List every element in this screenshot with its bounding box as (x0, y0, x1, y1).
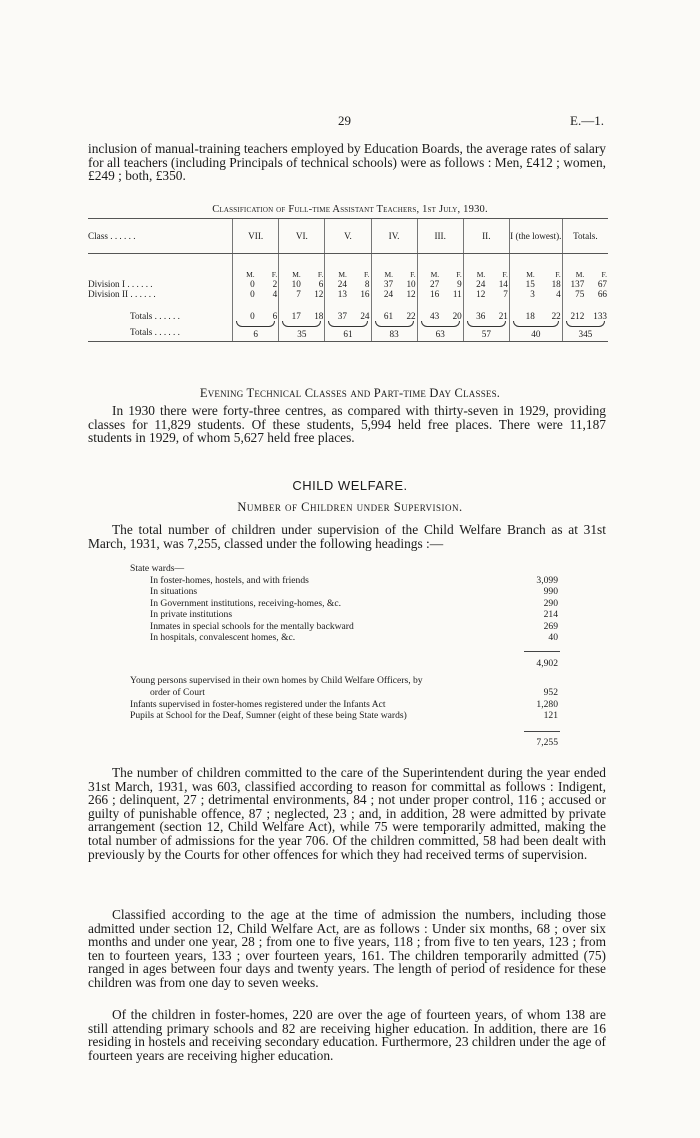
intro-paragraph: inclusion of manual-training teachers employed by Education Boards, the average rates of salary for all teachers (including Principals of technical schools) were as follows : Men, £412 ; women, £249 ; both, £350. (88, 141, 607, 184)
f-label: F. (410, 270, 416, 279)
table-cell: 16 (360, 289, 370, 299)
table-cell: 12 (463, 289, 486, 299)
page-reference: E.—1. (570, 113, 604, 128)
table-cell: 10 (279, 279, 302, 289)
table-cell: 20 (452, 311, 462, 321)
table-cell: 37 (371, 279, 394, 289)
list-item-value: 952 (543, 687, 558, 698)
table-cell: 8 (364, 279, 370, 289)
list-item-value: 214 (543, 609, 558, 620)
table-cell: 7 (503, 289, 508, 299)
list-item-label-continued: order of Court (150, 687, 205, 698)
grand-total-cell: 61 (325, 327, 371, 342)
m-label: M. (509, 254, 535, 280)
page-number: 29 (338, 113, 351, 128)
table-caption: Classification of Full-time Assistant Teachers, 1st July, 1930. (212, 204, 488, 215)
table-cell: 14 (498, 279, 508, 289)
f-label: F. (271, 270, 278, 279)
m-label: M. (233, 254, 256, 280)
table-cell: 0 (233, 279, 256, 289)
table-row-division-1: Division I . . . . . . 0 2 10 6 24 8 37 10 27 9 24 14 15 18 137 67 (88, 279, 607, 289)
table-cell: 17 (279, 299, 302, 321)
list-item-value: 40 (548, 632, 558, 643)
table-cell: 15 (509, 279, 535, 289)
table-cell: 75 (562, 289, 585, 299)
subtotal-rule (524, 651, 560, 652)
table-row-grand-totals: Totals . . . . . . 6 35 61 83 63 57 40 345 (88, 327, 608, 342)
list-item-label: In Government institutions, receiving-homes, &c. (150, 598, 342, 609)
table-cell: 24 (325, 279, 348, 289)
table-cell: 61 (371, 299, 394, 321)
grand-total-cell: 40 (509, 327, 562, 342)
table-row-division-2: Division II . . . . . . 0 4 7 12 13 16 24 12 16 11 12 7 3 4 75 66 (88, 289, 607, 299)
list-item-value: 3,099 (536, 575, 558, 586)
table-cell: 24 (360, 311, 370, 321)
column-header: VI. (279, 219, 325, 254)
table-cell: 7 (279, 289, 302, 299)
age-classification-paragraph: Classified according to the age at the time of admission the numbers, including those admitted under section 12, Child Welfare Act, are as follows : Under six months, 68 ; over six months and under one year, 28 ; from one to five years, 118 ; from five to ten years, 123 ; from ten to fourteen years, 133 ; over fourteen years, 161. The children temporarily admitted (75) ranged in ages between four days and twenty years. The length of period of residence for these children was from one day to seven weeks. (88, 907, 606, 990)
list-item-label: Inmates in special schools for the mentally backward (150, 621, 354, 632)
grand-total-cell: 35 (279, 327, 325, 342)
list-item-label: In foster-homes, hostels, and with friends (150, 575, 309, 586)
evening-classes-title: Evening Technical Classes and Part-time Day Classes. (199, 386, 501, 400)
table-cell: 36 (463, 299, 486, 321)
m-label: M. (562, 254, 585, 280)
grand-total-cell: 6 (233, 327, 279, 342)
list-item-label: Young persons supervised in their own homes by Child Welfare Officers, by (130, 675, 423, 686)
child-welfare-title: CHILD WELFARE. (292, 478, 408, 493)
foster-homes-paragraph: Of the children in foster-homes, 220 are over the age of fourteen years, of whom 138 are still attending primary schools and 82 are receiving higher education. In addition, there are 16 residing in hostels and receiving secondary education. Furthermore, 23 children under the age of fourteen years are receiving higher education. (88, 1007, 606, 1063)
list-item-label: Pupils at School for the Deaf, Sumner (eight of these being State wards) (130, 710, 407, 721)
table-cell: 66 (597, 289, 607, 299)
column-header: IV. (371, 219, 417, 254)
table-cell: 37 (325, 299, 348, 321)
table-cell: 137 (562, 279, 585, 289)
f-label: F. (555, 270, 561, 279)
class-header: Class . . . . . . (88, 219, 233, 254)
column-header: II. (463, 219, 509, 254)
table-cell: 24 (463, 279, 486, 289)
table-cell: 3 (509, 289, 535, 299)
list-item-value: 121 (543, 710, 558, 721)
list-item-value: 990 (543, 586, 558, 597)
grand-total-cell: 63 (417, 327, 463, 342)
evening-classes-paragraph: In 1930 there were forty-three centres, as compared with thirty-seven in 1929, providing classes for 11,829 students. Of these students, 5,994 held free places. There were 11,187 students in 1929, of whom 5,627 held free places. (88, 403, 606, 446)
table-cell: 43 (417, 299, 440, 321)
row-label: Totals (130, 327, 153, 337)
table-row-totals: Totals . . . . . . 0 6 17 18 37 24 61 22 43 20 36 21 18 22 212 133 (88, 299, 608, 321)
table-cell: 11 (452, 289, 462, 299)
f-label: F. (502, 270, 508, 279)
table-cell: 67 (597, 279, 607, 289)
table-cell: 18 (509, 299, 535, 321)
grand-total-cell: 83 (371, 327, 417, 342)
grand-total-cell: 57 (463, 327, 509, 342)
m-label: M. (463, 254, 486, 280)
f-label: F. (601, 270, 607, 279)
f-label: F. (317, 270, 324, 279)
column-header: Totals. (562, 219, 608, 254)
table-cell: 0 (233, 289, 256, 299)
total-value: 7,255 (536, 737, 558, 748)
total-rule (524, 731, 560, 732)
child-welfare-intro: The total number of children under supervision of the Child Welfare Branch as at 31st March, 1931, was 7,255, classed under the following headings :— (88, 522, 606, 551)
list-item-label: In private institutions (150, 609, 233, 620)
table-cell: 21 (498, 311, 508, 321)
list-item-label: In situations (150, 586, 198, 597)
table-cell: 9 (457, 279, 462, 289)
m-label: M. (325, 254, 348, 280)
row-label: Division II (88, 289, 129, 299)
table-cell: 212 (562, 299, 585, 321)
table-cell: 4 (556, 289, 561, 299)
table-cell: 24 (371, 289, 394, 299)
table-cell: 18 (314, 311, 324, 321)
table-cell: 13 (325, 289, 348, 299)
list-item-value: 1,280 (536, 699, 558, 710)
list-item-value: 290 (543, 598, 558, 609)
row-label: Totals (130, 311, 153, 321)
list-heading: State wards— (130, 563, 185, 574)
list-item-value: 269 (543, 621, 558, 632)
table-cell: 6 (318, 279, 324, 289)
table-cell: 4 (272, 289, 278, 299)
m-label: M. (417, 254, 440, 280)
table-cell: 18 (551, 279, 561, 289)
table-cell: 6 (272, 311, 278, 321)
grand-total-cell: 345 (562, 327, 608, 342)
committals-paragraph: The number of children committed to the care of the Superintendent during the year ended 31st March, 1931, was 603, classified according to reason for committal as follows : Indigent, 266 ; delinquent, 27 ; detrimental environments, 84 ; not under proper control, 116 ; accused or guilty of punishable offence, 87 ; neglected, 23 ; and, in addition, 28 were admitted by private arrangement (section 12, Child Welfare Act), while 75 were temporarily admitted, making the total number of admissions for the year 706. Of the children committed, 58 had been dealt with previously by the Courts for other offences for which they had received terms of supervision. (88, 765, 606, 862)
list-item-label: Infants supervised in foster-homes registered under the Infants Act (130, 699, 386, 710)
row-label: Division I (88, 279, 126, 289)
table-cell: 12 (406, 289, 416, 299)
f-label: F. (456, 270, 462, 279)
table-cell: 0 (233, 299, 256, 321)
column-header: VII. (233, 219, 279, 254)
table-cell: 22 (551, 311, 561, 321)
table-cell: 10 (406, 279, 416, 289)
table-cell: 22 (406, 311, 416, 321)
subtotal-value: 4,902 (536, 658, 558, 669)
table-cell: 2 (272, 279, 278, 289)
table-cell: 16 (417, 289, 440, 299)
m-label: M. (371, 254, 394, 280)
table-cell: 133 (593, 311, 607, 321)
f-label: F. (364, 270, 370, 279)
column-header: V. (325, 219, 371, 254)
m-label: M. (279, 254, 302, 280)
child-welfare-subtitle: Number of Children under Supervision. (237, 500, 463, 514)
column-header: III. (417, 219, 463, 254)
table-cell: 27 (417, 279, 440, 289)
table-cell: 12 (314, 289, 324, 299)
column-header: I (the lowest). (509, 219, 562, 254)
list-item-label: In hospitals, convalescent homes, &c. (150, 632, 296, 643)
